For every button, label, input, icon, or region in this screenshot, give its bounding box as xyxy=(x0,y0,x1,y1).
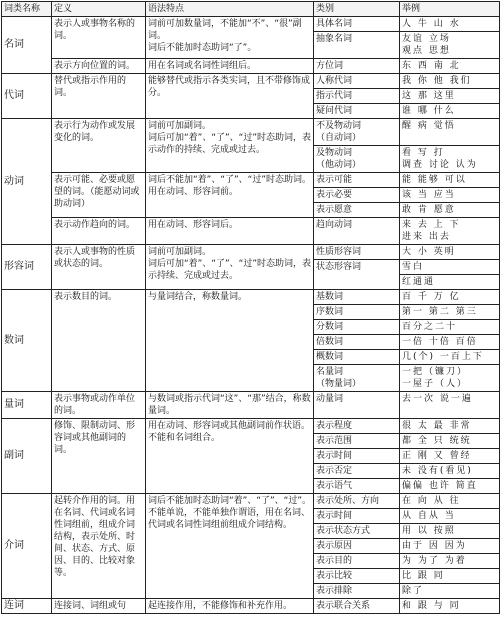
header-grammar: 语法特点 xyxy=(146,2,314,17)
example-cell: 都 全 只 统统 xyxy=(400,434,500,449)
pos-cell: 名词 xyxy=(2,17,52,74)
category-cell: 表示愿意 xyxy=(314,203,400,218)
example-cell: 友谊 立场 观点 思想 xyxy=(400,32,500,59)
category-cell: 名量词 （物量词） xyxy=(314,365,400,392)
table-row xyxy=(2,419,500,434)
category-cell: 分数词 xyxy=(314,320,400,335)
table-body xyxy=(2,17,500,614)
example-cell: 东 西 南 北 xyxy=(400,59,500,74)
category-cell: 表示联合关系 xyxy=(314,599,400,614)
table-row xyxy=(2,599,500,614)
example-cell: 百 千 万 亿 xyxy=(400,290,500,305)
grammar-cell: 词后不能加“着”、“了”、“过”时态助词。 用在动词、形容词前。 xyxy=(146,173,314,218)
definition-cell: 表示动作趋向的词。 xyxy=(52,218,146,245)
header-definition: 定义 xyxy=(52,2,146,17)
pos-cell: 连词 xyxy=(2,599,52,614)
example-cell: 谁 哪 什么 xyxy=(400,104,500,119)
category-cell: 表示排除 xyxy=(314,584,400,599)
category-cell: 概数词 xyxy=(314,350,400,365)
table-row xyxy=(2,59,500,74)
example-cell: 醒 病 觉悟 xyxy=(400,119,500,146)
example-cell: 该 当 应当 xyxy=(400,188,500,203)
category-cell: 趋向动词 xyxy=(314,218,400,245)
definition-cell: 表示行为动作或发展变化的词。 xyxy=(52,119,146,173)
pos-cell: 介词 xyxy=(2,494,52,599)
example-cell: 红通通 xyxy=(400,275,500,290)
table-row xyxy=(2,74,500,89)
definition-cell: 表示人或事物的性质或状态的词。 xyxy=(52,245,146,290)
grammar-cell: 用在动词、形容词或其他副词前作状语。 不能和名词组合。 xyxy=(146,419,314,494)
category-cell: 动量词 xyxy=(314,392,400,419)
example-cell: 在 向 从 往 xyxy=(400,494,500,509)
category-cell: 表示时间 xyxy=(314,449,400,464)
category-cell: 状态形容词 xyxy=(314,260,400,290)
category-cell: 倍数词 xyxy=(314,335,400,350)
pos-cell: 数词 xyxy=(2,290,52,392)
grammar-cell: 词前可加数量词，不能加“不”、“很”副词。 词后不能加时态助词“了”。 xyxy=(146,17,314,59)
definition-cell: 表示人或事物名称的词。 xyxy=(52,17,146,59)
example-cell: 正 刚 又 曾经 xyxy=(400,449,500,464)
category-cell: 抽象名词 xyxy=(314,32,400,59)
category-cell: 具体名词 xyxy=(314,17,400,32)
example-cell: 能 能够 可以 xyxy=(400,173,500,188)
example-cell: 很 太 最 非常 xyxy=(400,419,500,434)
category-cell: 表示状态方式 xyxy=(314,524,400,539)
grammar-cell: 能够替代或指示各类实词，且不带修饰成分。 xyxy=(146,74,314,119)
example-cell: 百分之二十 xyxy=(400,320,500,335)
example-cell: 看 写 打 调查 讨论 认为 xyxy=(400,146,500,173)
example-cell: 几(个) 一百上下 xyxy=(400,350,500,365)
pos-cell: 量词 xyxy=(2,392,52,419)
grammar-cell: 词前可加副词。 词后可加“着”、“了”、“过”时态助词，表示持续、完成或过去。 xyxy=(146,245,314,290)
header-pos: 词类名称 xyxy=(2,2,52,17)
category-cell: 表示否定 xyxy=(314,464,400,479)
example-cell: 来 去 上 下 进来 出去 xyxy=(400,218,500,245)
example-cell: 这 那 这里 xyxy=(400,89,500,104)
example-cell: 敢 肯 愿意 xyxy=(400,203,500,218)
category-cell: 表示时间 xyxy=(314,509,400,524)
example-cell: 一倍 十倍 百倍 xyxy=(400,335,500,350)
category-cell: 表示可能 xyxy=(314,173,400,188)
table-row xyxy=(2,17,500,32)
category-cell: 基数词 xyxy=(314,290,400,305)
example-cell: 第一 第二 第三 xyxy=(400,305,500,320)
pos-cell: 代词 xyxy=(2,74,52,119)
example-cell: 由于 因 因为 xyxy=(400,539,500,554)
table-row xyxy=(2,290,500,305)
category-cell: 表示比较 xyxy=(314,569,400,584)
example-cell: 从 自从 当 xyxy=(400,509,500,524)
category-cell: 表示语气 xyxy=(314,479,400,494)
category-cell: 表示目的 xyxy=(314,554,400,569)
table-row xyxy=(2,218,500,245)
example-cell: 比 跟 同 xyxy=(400,569,500,584)
header-example: 举例 xyxy=(400,2,500,17)
example-cell: 人 牛 山 水 xyxy=(400,17,500,32)
definition-cell: 表示方向位置的词。 xyxy=(52,59,146,74)
example-cell: 我 你 他 我们 xyxy=(400,74,500,89)
category-cell: 表示原因 xyxy=(314,539,400,554)
pos-cell: 副词 xyxy=(2,419,52,494)
category-cell: 指示代词 xyxy=(314,89,400,104)
category-cell: 性质形容词 xyxy=(314,245,400,260)
category-cell: 序数词 xyxy=(314,305,400,320)
grammar-cell: 与数词或指示代词“这”、“那”结合，称数量词。 xyxy=(146,392,314,419)
category-cell: 不及物动词 （自动词） xyxy=(314,119,400,146)
grammar-cell: 词前可加副词。 词后可加“着”、“了”、“过”时态助词，表示动作的持续、完成或过去。 xyxy=(146,119,314,173)
table-row xyxy=(2,119,500,146)
example-cell: 未 没有(看见) xyxy=(400,464,500,479)
example-cell: 用 以 按照 xyxy=(400,524,500,539)
example-cell: 和 跟 与 同 xyxy=(400,599,500,614)
header-row xyxy=(2,2,500,17)
pos-cell: 形容词 xyxy=(2,245,52,290)
table-row xyxy=(2,173,500,188)
definition-cell: 表示事物或动作单位的词。 xyxy=(52,392,146,419)
category-cell: 疑问代词 xyxy=(314,104,400,119)
table-row xyxy=(2,245,500,260)
grammar-cell: 与量词结合，称数量词。 xyxy=(146,290,314,392)
parts-of-speech-table xyxy=(1,1,500,614)
definition-cell: 连接词、词组或句 xyxy=(52,599,146,614)
grammar-cell: 起连接作用，不能修饰和补充作用。 xyxy=(146,599,314,614)
definition-cell: 修饰、限制动词、形容词或其他副词的词。 xyxy=(52,419,146,494)
example-cell: 一把（镰刀） 一屋子（人） xyxy=(400,365,500,392)
definition-cell: 替代或指示作用的词。 xyxy=(52,74,146,119)
grammar-cell: 用在动词、形容词后。 xyxy=(146,218,314,245)
example-cell: 大 小 英明 xyxy=(400,245,500,260)
grammar-cell: 词后不能加时态助词“着”、“了”、“过”。 不能单说，不能单独作谓语，用在名词、代词或名词性词组前组成介词结构。 xyxy=(146,494,314,599)
category-cell: 表示处所、方向 xyxy=(314,494,400,509)
category-cell: 人称代词 xyxy=(314,74,400,89)
category-cell: 表示必要 xyxy=(314,188,400,203)
example-cell: 偏偏 也许 简直 xyxy=(400,479,500,494)
category-cell: 表示程度 xyxy=(314,419,400,434)
table-row xyxy=(2,392,500,419)
example-cell: 雪白 xyxy=(400,260,500,275)
definition-cell: 表示数目的词。 xyxy=(52,290,146,392)
definition-cell: 表示可能、必要或愿望的词。（能愿动词或助动词） xyxy=(52,173,146,218)
pos-cell: 动词 xyxy=(2,119,52,245)
example-cell: 除了 xyxy=(400,584,500,599)
category-cell: 方位词 xyxy=(314,59,400,74)
example-cell: 为 为了 为着 xyxy=(400,554,500,569)
table-row xyxy=(2,494,500,509)
definition-cell: 起转介作用的词。用在名词、代词或名词性词组前，组成介词结构，表示处所、时间、状态、方式、原因、目的、比较对象等。 xyxy=(52,494,146,599)
header-category: 类别 xyxy=(314,2,400,17)
example-cell: 去一次 说一遍 xyxy=(400,392,500,419)
grammar-cell: 用在名词或名词性词组后。 xyxy=(146,59,314,74)
category-cell: 及物动词 （他动词） xyxy=(314,146,400,173)
category-cell: 表示范围 xyxy=(314,434,400,449)
